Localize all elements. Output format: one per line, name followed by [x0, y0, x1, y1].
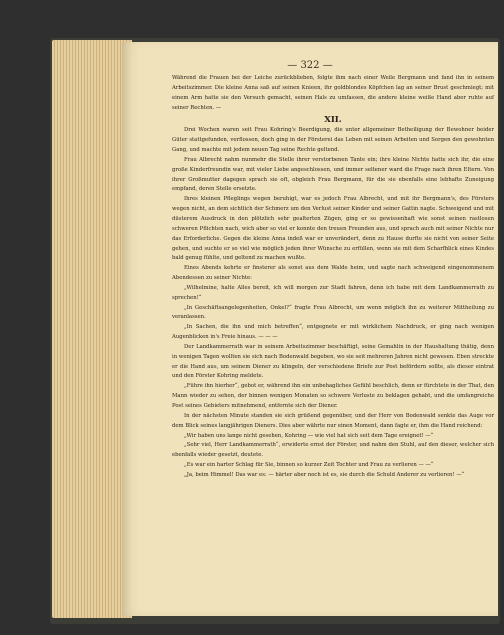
page-text: [172, 74, 494, 481]
paragraph: Der Landkammerrath war in seinem Arbeitszimmer beschäftigt, seine Gemahlin in der Haushaltung thätig, denn in wenigen Tagen wollten sie sich nach Bodenwald begeben, wo sie seit mehreren Jahren nicht gewesen. Eben streckte er die Hand aus, um seinem Diener zu klingeln, der verschiedene Briefe zur Post befördern sollte, als dieser eintrat und den Förster Kohring meldete.: [172, 343, 494, 380]
paragraph: „Es war ein harter Schlag für Sie, binnen so kurzer Zeit Tochter und Frau zu verlieren — —“: [184, 462, 434, 469]
paragraph: In der nächsten Minute standen sie sich grüßend gegenüber, und der Herr von Bodenwald senkte das Auge vor dem Blick seines langjährigen Dieners. Dies aber währte nur einen Moment, dann fagte er, ihm die Hand reichend:: [172, 412, 494, 429]
chapter-title: XII.: [324, 115, 342, 126]
paragraph: Frau Albrecht nahm nunmehr die Stelle ihrer verstorbenen Tante ein; ihre kleine Nichte hatte sich ihr, die eine große Kinderfreundin war, mit vieler Liebe angeschlossen, und immer seltener ward die Frage nach ihren Eltern. Von ihrer Großmutter dagegen sprach sie oft, obgleich Frau Bergmann, für die sie ebenfalls eine lebhafte Zuneigung empfand, deren Stelle ersetzte.: [172, 156, 494, 193]
paragraph: „In Sachen, die ihn und mich betreffen“, entgegnete er mit wirklichem Nachdruck, er ging nach wenigen Augenblicken in's Freie hinaus. — — —: [172, 324, 494, 341]
paragraph: „Sehr viel, Herr Landkammerrath“, erwiderte ernst der Förster, und nahm den Stuhl, auf den dieser, welcher sich ebenfalls wieder gesetzt, deutete.: [172, 442, 494, 459]
paragraph: „Führe ihn hierher“, gebot er, während ihn ein unbehagliches Gefühl beschlich, denn er fürchtete in der That, den Mann wieder zu sehen, der binnen wenigen Monaten so schwere Verluste zu beklagen gehabt, und die umfangreiche Post seines Gebieters mitnehmend, entfernte sich der Diener.: [172, 383, 494, 409]
book-page: [122, 42, 498, 616]
paragraph: Während die Frauen bei der Leiche zurückblieben, folgte ihm nach einer Weile Bergmann und fand ihn in seinem Arbeitszimmer. Die kleine Anna saß auf seinen Knieen, ihr goldblondes Köpfchen lag an seiner Brust geschmiegt; mit einem Arm hatte sie den Versuch gemacht, seinen Hals zu umfassen, die andere kleine weiße Hand aber ruhte auf seiner Rechten. —: [172, 75, 494, 111]
paragraph: Ihres kleinen Pfleglings wegen beruhigt, war es jedoch Frau Albrecht, und mit ihr Bergmann's, des Försters wegen nicht, an dem sichtlich der Schmerz um den Verlust seiner Kinder und seiner Gattin nagte. Schweigend und mit düsterem Ausdruck in den plötzlich sehr gealterten Zügen, ging er so gewissenhaft wie sonst seinen rastlosen schweren Pflichten nach, wich aber so viel er konnte den treuen Freunden aus, und sprach auch mit seiner Nichte nur das Erforderliche. Gegen die kleine Anna indeß war er unverändert, denn zu Hause durfte sie nicht von seiner Seite gehen, und suchte er so viel wie möglich jeden ihrer Wünsche zu erfüllen, wenn sie mit dem Scharfblick eines Kindes bald genug fühlte, und geltend zu machen wußte.: [172, 196, 494, 262]
paragraph: Eines Abends kehrte er finsterer als sonst aus dem Walde heim, und sagte nach schweigend eingenommenem Abendessen zu seiner Nichte:: [172, 265, 494, 282]
paragraph: „In Geschäftsangelegenheiten, Onkel?“ fragte Frau Albrecht, um wenn möglich ihn zu weiterer Mittheilung zu veranlassen.: [172, 304, 494, 321]
paragraph: „Ja, beim Himmel! Das war es: — härter aber noch ist es, sie durch die Schuld Anderer zu verlieren! —“: [184, 471, 465, 478]
page-header: — 322 —: [287, 60, 333, 71]
paragraph: Drei Wochen waren seit Frau Kohring's Beerdigung, die unter allgemeiner Betheiligung der Bewohner beider Güter stattgefunden, verflossen, doch ging in der Försterei das Leben mit seinen Arbeiten und Sorgen den gewohnten Gang, und machte mit jedem neuen Tag seine Rechte geltend.: [172, 127, 494, 154]
paragraph: „Wir haben uns lange nicht gesehen, Kohring — wie viel hat sich seit dem Tage ereignet! —“: [184, 432, 434, 439]
paragraph: „Wilhelmine, halte Alles bereit, ich will morgen zur Stadt fahren, denn ich habe mit dem Landkammerrath zu sprechen!“: [172, 284, 494, 301]
page-edges: [52, 40, 132, 618]
